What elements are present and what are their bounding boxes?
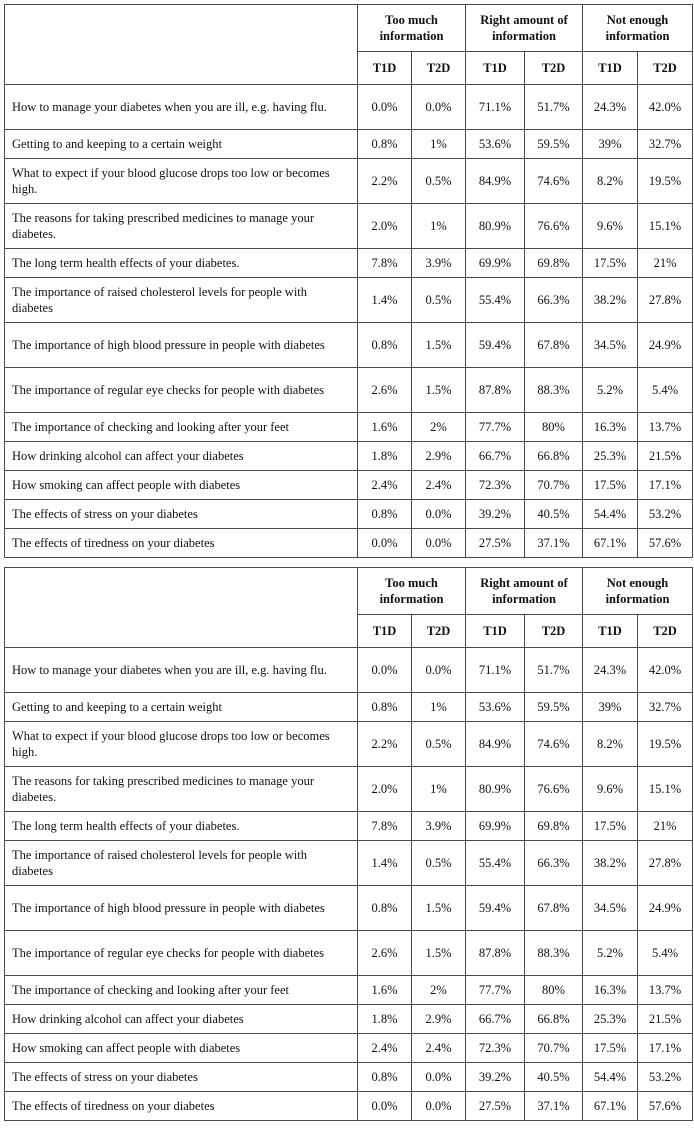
value-cell: 2.6%: [358, 368, 412, 413]
value-cell: 0.8%: [358, 886, 412, 931]
value-cell: 7.8%: [358, 812, 412, 841]
row-label: How drinking alcohol can affect your diabetes: [5, 1005, 358, 1034]
value-cell: 53.2%: [638, 1063, 693, 1092]
value-cell: 2.9%: [412, 1005, 466, 1034]
diabetes-type-header: T1D: [583, 52, 638, 85]
value-cell: 17.5%: [583, 812, 638, 841]
diabetes-type-header: T2D: [638, 615, 693, 648]
value-cell: 40.5%: [525, 1063, 583, 1092]
table-row: [5, 812, 693, 841]
value-cell: 1.8%: [358, 1005, 412, 1034]
value-cell: 0.0%: [358, 648, 412, 693]
value-cell: 59.5%: [525, 130, 583, 159]
value-cell: 5.4%: [638, 368, 693, 413]
diabetes-type-header: T1D: [466, 52, 525, 85]
value-cell: 0.8%: [358, 323, 412, 368]
value-cell: 0.5%: [412, 278, 466, 323]
value-cell: 24.9%: [638, 323, 693, 368]
row-label: How drinking alcohol can affect your diabetes: [5, 442, 358, 471]
value-cell: 2.6%: [358, 931, 412, 976]
value-cell: 2.9%: [412, 442, 466, 471]
value-cell: 24.3%: [583, 85, 638, 130]
diabetes-type-header: T1D: [466, 615, 525, 648]
table-row: [5, 85, 693, 130]
row-label: The importance of checking and looking after your feet: [5, 976, 358, 1005]
value-cell: 21.5%: [638, 442, 693, 471]
value-cell: 72.3%: [466, 1034, 525, 1063]
value-cell: 25.3%: [583, 1005, 638, 1034]
value-cell: 37.1%: [525, 529, 583, 558]
value-cell: 17.5%: [583, 1034, 638, 1063]
table-row: [5, 886, 693, 931]
value-cell: 17.5%: [583, 471, 638, 500]
value-cell: 2.2%: [358, 722, 412, 767]
value-cell: 16.3%: [583, 413, 638, 442]
table-row: [5, 976, 693, 1005]
value-cell: 19.5%: [638, 722, 693, 767]
value-cell: 27.5%: [466, 1092, 525, 1121]
value-cell: 66.3%: [525, 278, 583, 323]
table-row: [5, 693, 693, 722]
value-cell: 53.6%: [466, 693, 525, 722]
table-row: [5, 471, 693, 500]
value-cell: 0.0%: [412, 1063, 466, 1092]
value-cell: 76.6%: [525, 204, 583, 249]
value-cell: 15.1%: [638, 767, 693, 812]
value-cell: 80.9%: [466, 204, 525, 249]
value-cell: 42.0%: [638, 85, 693, 130]
value-cell: 0.0%: [412, 500, 466, 529]
value-cell: 0.0%: [412, 648, 466, 693]
diabetes-type-header: T2D: [638, 52, 693, 85]
value-cell: 27.8%: [638, 278, 693, 323]
value-cell: 38.2%: [583, 841, 638, 886]
row-label: The importance of high blood pressure in people with diabetes: [5, 323, 358, 368]
value-cell: 80%: [525, 413, 583, 442]
value-cell: 53.6%: [466, 130, 525, 159]
table-row: [5, 1005, 693, 1034]
table-row: [5, 130, 693, 159]
value-cell: 74.6%: [525, 159, 583, 204]
value-cell: 27.5%: [466, 529, 525, 558]
value-cell: 1.6%: [358, 976, 412, 1005]
value-cell: 42.0%: [638, 648, 693, 693]
diabetes-information-table: [4, 4, 693, 558]
value-cell: 1%: [412, 204, 466, 249]
table-row: [5, 204, 693, 249]
value-cell: 34.5%: [583, 886, 638, 931]
value-cell: 39%: [583, 693, 638, 722]
row-label: The effects of stress on your diabetes: [5, 500, 358, 529]
header-group-row: [5, 5, 693, 52]
diabetes-type-header: T2D: [525, 615, 583, 648]
value-cell: 0.5%: [412, 159, 466, 204]
diabetes-type-header: T2D: [525, 52, 583, 85]
value-cell: 77.7%: [466, 976, 525, 1005]
table-row: [5, 413, 693, 442]
value-cell: 38.2%: [583, 278, 638, 323]
row-label: The effects of stress on your diabetes: [5, 1063, 358, 1092]
value-cell: 2.0%: [358, 767, 412, 812]
value-cell: 0.0%: [412, 529, 466, 558]
value-cell: 51.7%: [525, 85, 583, 130]
value-cell: 84.9%: [466, 722, 525, 767]
diabetes-type-header: T2D: [412, 52, 466, 85]
value-cell: 0.8%: [358, 130, 412, 159]
value-cell: 70.7%: [525, 471, 583, 500]
value-cell: 17.1%: [638, 1034, 693, 1063]
row-label: The importance of regular eye checks for people with diabetes: [5, 931, 358, 976]
row-label: The long term health effects of your diabetes.: [5, 812, 358, 841]
value-cell: 1.5%: [412, 323, 466, 368]
table-row: [5, 931, 693, 976]
value-cell: 21%: [638, 812, 693, 841]
value-cell: 84.9%: [466, 159, 525, 204]
diabetes-type-header: T2D: [412, 615, 466, 648]
value-cell: 5.2%: [583, 368, 638, 413]
empty-corner-cell: [5, 5, 358, 85]
value-cell: 2.4%: [412, 1034, 466, 1063]
value-cell: 19.5%: [638, 159, 693, 204]
table-block: [4, 4, 692, 558]
row-label: The importance of raised cholesterol levels for people with diabetes: [5, 841, 358, 886]
row-label: The importance of raised cholesterol levels for people with diabetes: [5, 278, 358, 323]
value-cell: 24.3%: [583, 648, 638, 693]
value-cell: 2%: [412, 413, 466, 442]
diabetes-information-table: [4, 567, 693, 1121]
empty-corner-cell: [5, 568, 358, 648]
table-row: [5, 648, 693, 693]
value-cell: 67.1%: [583, 529, 638, 558]
table-row: [5, 249, 693, 278]
column-group-header: Not enough information: [583, 5, 693, 52]
value-cell: 8.2%: [583, 159, 638, 204]
value-cell: 0.8%: [358, 500, 412, 529]
row-label: The reasons for taking prescribed medicines to manage your diabetes.: [5, 204, 358, 249]
value-cell: 69.9%: [466, 812, 525, 841]
value-cell: 57.6%: [638, 1092, 693, 1121]
value-cell: 69.9%: [466, 249, 525, 278]
diabetes-type-header: T1D: [583, 615, 638, 648]
row-label: How smoking can affect people with diabetes: [5, 1034, 358, 1063]
value-cell: 15.1%: [638, 204, 693, 249]
value-cell: 0.0%: [358, 529, 412, 558]
column-group-header: Not enough information: [583, 568, 693, 615]
value-cell: 71.1%: [466, 648, 525, 693]
column-group-header: Too much information: [358, 5, 466, 52]
value-cell: 80%: [525, 976, 583, 1005]
value-cell: 5.4%: [638, 931, 693, 976]
value-cell: 27.8%: [638, 841, 693, 886]
value-cell: 72.3%: [466, 471, 525, 500]
value-cell: 3.9%: [412, 249, 466, 278]
value-cell: 1.4%: [358, 841, 412, 886]
value-cell: 37.1%: [525, 1092, 583, 1121]
value-cell: 87.8%: [466, 368, 525, 413]
value-cell: 59.4%: [466, 886, 525, 931]
value-cell: 34.5%: [583, 323, 638, 368]
table-block: [4, 567, 692, 1121]
value-cell: 1.6%: [358, 413, 412, 442]
value-cell: 2.4%: [412, 471, 466, 500]
table-row: [5, 278, 693, 323]
value-cell: 59.5%: [525, 693, 583, 722]
value-cell: 13.7%: [638, 413, 693, 442]
value-cell: 88.3%: [525, 931, 583, 976]
value-cell: 66.8%: [525, 1005, 583, 1034]
table-row: [5, 1063, 693, 1092]
row-label: Getting to and keeping to a certain weight: [5, 693, 358, 722]
row-label: The effects of tiredness on your diabetes: [5, 1092, 358, 1121]
column-group-header: Right amount of information: [466, 568, 583, 615]
value-cell: 1.4%: [358, 278, 412, 323]
diabetes-type-header: T1D: [358, 615, 412, 648]
value-cell: 9.6%: [583, 204, 638, 249]
header-group-row: [5, 568, 693, 615]
value-cell: 71.1%: [466, 85, 525, 130]
value-cell: 0.0%: [358, 1092, 412, 1121]
value-cell: 39.2%: [466, 500, 525, 529]
value-cell: 0.5%: [412, 841, 466, 886]
value-cell: 66.7%: [466, 442, 525, 471]
value-cell: 1.8%: [358, 442, 412, 471]
value-cell: 25.3%: [583, 442, 638, 471]
value-cell: 24.9%: [638, 886, 693, 931]
value-cell: 76.6%: [525, 767, 583, 812]
row-label: How to manage your diabetes when you are ill, e.g. having flu.: [5, 648, 358, 693]
value-cell: 5.2%: [583, 931, 638, 976]
value-cell: 55.4%: [466, 278, 525, 323]
value-cell: 1%: [412, 130, 466, 159]
value-cell: 67.8%: [525, 323, 583, 368]
value-cell: 9.6%: [583, 767, 638, 812]
value-cell: 87.8%: [466, 931, 525, 976]
value-cell: 2.4%: [358, 471, 412, 500]
value-cell: 0.0%: [358, 85, 412, 130]
value-cell: 2.0%: [358, 204, 412, 249]
row-label: How to manage your diabetes when you are ill, e.g. having flu.: [5, 85, 358, 130]
table-row: [5, 1092, 693, 1121]
value-cell: 0.5%: [412, 722, 466, 767]
value-cell: 2%: [412, 976, 466, 1005]
value-cell: 0.0%: [412, 1092, 466, 1121]
row-label: Getting to and keeping to a certain weight: [5, 130, 358, 159]
value-cell: 57.6%: [638, 529, 693, 558]
table-row: [5, 368, 693, 413]
row-label: The long term health effects of your diabetes.: [5, 249, 358, 278]
value-cell: 17.5%: [583, 249, 638, 278]
value-cell: 77.7%: [466, 413, 525, 442]
row-label: The importance of regular eye checks for people with diabetes: [5, 368, 358, 413]
value-cell: 16.3%: [583, 976, 638, 1005]
value-cell: 59.4%: [466, 323, 525, 368]
row-label: What to expect if your blood glucose drops too low or becomes high.: [5, 722, 358, 767]
row-label: The importance of high blood pressure in people with diabetes: [5, 886, 358, 931]
table-row: [5, 1034, 693, 1063]
table-row: [5, 841, 693, 886]
value-cell: 66.3%: [525, 841, 583, 886]
value-cell: 17.1%: [638, 471, 693, 500]
row-label: The importance of checking and looking after your feet: [5, 413, 358, 442]
table-row: [5, 529, 693, 558]
table-row: [5, 159, 693, 204]
value-cell: 55.4%: [466, 841, 525, 886]
value-cell: 2.2%: [358, 159, 412, 204]
row-label: The reasons for taking prescribed medicines to manage your diabetes.: [5, 767, 358, 812]
value-cell: 0.8%: [358, 1063, 412, 1092]
value-cell: 51.7%: [525, 648, 583, 693]
value-cell: 70.7%: [525, 1034, 583, 1063]
value-cell: 2.4%: [358, 1034, 412, 1063]
value-cell: 54.4%: [583, 500, 638, 529]
value-cell: 39.2%: [466, 1063, 525, 1092]
table-row: [5, 767, 693, 812]
table-row: [5, 500, 693, 529]
value-cell: 32.7%: [638, 693, 693, 722]
value-cell: 0.0%: [412, 85, 466, 130]
value-cell: 1%: [412, 693, 466, 722]
value-cell: 39%: [583, 130, 638, 159]
value-cell: 7.8%: [358, 249, 412, 278]
value-cell: 13.7%: [638, 976, 693, 1005]
table-row: [5, 323, 693, 368]
value-cell: 80.9%: [466, 767, 525, 812]
value-cell: 32.7%: [638, 130, 693, 159]
column-group-header: Right amount of information: [466, 5, 583, 52]
row-label: What to expect if your blood glucose drops too low or becomes high.: [5, 159, 358, 204]
value-cell: 69.8%: [525, 812, 583, 841]
value-cell: 1.5%: [412, 886, 466, 931]
value-cell: 40.5%: [525, 500, 583, 529]
value-cell: 0.8%: [358, 693, 412, 722]
value-cell: 8.2%: [583, 722, 638, 767]
value-cell: 21%: [638, 249, 693, 278]
value-cell: 1.5%: [412, 368, 466, 413]
value-cell: 69.8%: [525, 249, 583, 278]
value-cell: 66.7%: [466, 1005, 525, 1034]
column-group-header: Too much information: [358, 568, 466, 615]
value-cell: 67.8%: [525, 886, 583, 931]
row-label: The effects of tiredness on your diabetes: [5, 529, 358, 558]
value-cell: 53.2%: [638, 500, 693, 529]
value-cell: 74.6%: [525, 722, 583, 767]
value-cell: 1%: [412, 767, 466, 812]
value-cell: 1.5%: [412, 931, 466, 976]
table-row: [5, 722, 693, 767]
diabetes-type-header: T1D: [358, 52, 412, 85]
value-cell: 3.9%: [412, 812, 466, 841]
value-cell: 66.8%: [525, 442, 583, 471]
value-cell: 21.5%: [638, 1005, 693, 1034]
table-row: [5, 442, 693, 471]
value-cell: 88.3%: [525, 368, 583, 413]
value-cell: 54.4%: [583, 1063, 638, 1092]
row-label: How smoking can affect people with diabetes: [5, 471, 358, 500]
value-cell: 67.1%: [583, 1092, 638, 1121]
